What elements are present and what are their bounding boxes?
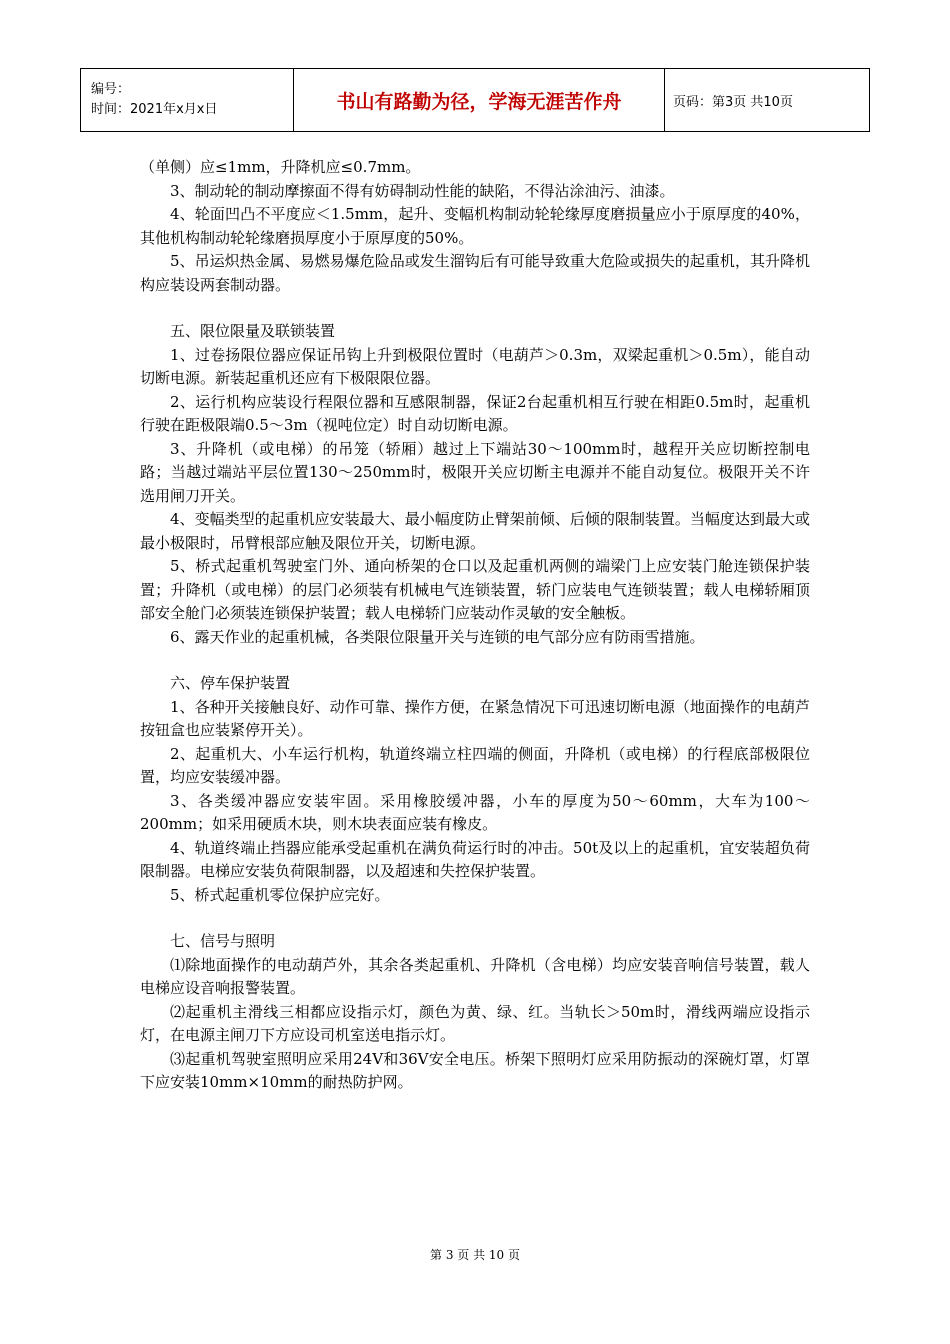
section5-item: 5、桥式起重机驾驶室门外、通向桥架的仓口以及起重机两侧的端梁门上应安装门舱连锁保护装置；升降机（或电梯）的层门必须装有机械电气连锁装置，轿门应装电气连锁装置；载人电梯轿厢顶部安全舱门必须装连锁保护装置；载人电梯轿门应装动作灵敏的安全触板。 [140, 557, 810, 622]
header-motto: 书山有路勤为径，学海无涯苦作舟 [294, 69, 665, 132]
section7-item: ⑶起重机驾驶室照明应采用24V和36V安全电压。桥架下照明灯应采用防振动的深碗灯罩，灯罩下应安装10mm×10mm的耐热防护网。 [140, 1049, 810, 1091]
section5-item: 3、升降机（或电梯）的吊笼（轿厢）越过上下端站30～100mm时，越程开关应切断控制电路；当越过端站平层位置130～250mm时，极限开关应切断主电源并不能自动复位。极限开关不许选用闸刀开关。 [140, 439, 810, 505]
paragraph-intro: （单侧）应≤1mm，升降机应≤0.7mm。 [140, 158, 421, 176]
section-heading-signal-lighting: 七、信号与照明 [170, 932, 276, 950]
section5-item: 2、运行机构应装设行程限位器和互感限制器，保证2台起重机相互行驶在相距0.5m时，起重机行驶在距极限端0.5～3m（视吨位定）时自动切断电源。 [140, 392, 810, 434]
section6-item: 1、各种开关接触良好、动作可靠、操作方便，在紧急情况下可迅速切断电源（地面操作的电葫芦按钮盒也应装紧停开关）。 [140, 697, 810, 739]
page-header [80, 68, 870, 132]
section5-item: 6、露天作业的起重机械，各类限位限量开关与连锁的电气部分应有防雨雪措施。 [170, 627, 705, 646]
page-footer: 第 3 页 共 10 页 [430, 1248, 520, 1262]
paragraph-item-5: 5、吊运炽热金属、易燃易爆危险品或发生溜钩后有可能导致重大危险或损失的起重机，其升降机构应装设两套制动器。 [140, 252, 810, 294]
section5-item: 4、变幅类型的起重机应安装最大、最小幅度防止臂架前倾、后倾的限制装置。当幅度达到最大或最小极限时，吊臂根部应触及限位开关，切断电源。 [140, 510, 810, 552]
section-heading-stop-protection: 六、停车保护装置 [170, 674, 291, 692]
document-date: 时间：2021年x月x日 [91, 102, 218, 117]
section6-item: 3、各类缓冲器应安装牢固。采用橡胶缓冲器，小车的厚度为50～60mm，大车为100～200mm；如采用硬质木块，则木块表面应装有橡皮。 [140, 791, 810, 833]
section7-item: ⑵起重机主滑线三相都应设指示灯，颜色为黄、绿、红。当轨长＞50m时，滑线两端应设指示灯，在电源主闸刀下方应设司机室送电指示灯。 [140, 1002, 810, 1044]
section-heading-limit-devices: 五、限位限量及联锁装置 [170, 322, 336, 340]
header-meta [81, 69, 294, 132]
section6-item: 5、桥式起重机零位保护应完好。 [170, 885, 390, 904]
header-page-number: 页码：第3页 共10页 [665, 69, 870, 132]
section7-item: ⑴除地面操作的电动葫芦外，其余各类起重机、升降机（含电梯）均应安装音响信号装置，载人电梯应设音响报警装置。 [140, 955, 810, 997]
document-number: 编号： [91, 82, 131, 97]
section6-item: 4、轨道终端止挡器应能承受起重机在满负荷运行时的冲击。50t及以上的起重机，宜安装超负荷限制器。电梯应安装负荷限制器，以及超速和失控保护装置。 [140, 838, 810, 880]
section6-item: 2、起重机大、小车运行机构，轨道终端立柱四端的侧面，升降机（或电梯）的行程底部极限位置，均应安装缓冲器。 [140, 744, 810, 786]
paragraph-item-4: 4、轮面凹凸不平度应＜1.5mm，起升、变幅机构制动轮轮缘厚度磨损量应小于原厚度的40%，其他机构制动轮轮缘磨损厚度小于原厚度的50%。 [140, 205, 810, 247]
paragraph-item-3: 3、制动轮的制动摩擦面不得有妨碍制动性能的缺陷，不得沾涂油污、油漆。 [170, 181, 675, 200]
section5-item: 1、过卷扬限位器应保证吊钩上升到极限位置时（电葫芦＞0.3m，双梁起重机＞0.5m），能自动切断电源。新装起重机还应有下极限限位器。 [140, 345, 810, 387]
document-body [140, 156, 810, 1095]
